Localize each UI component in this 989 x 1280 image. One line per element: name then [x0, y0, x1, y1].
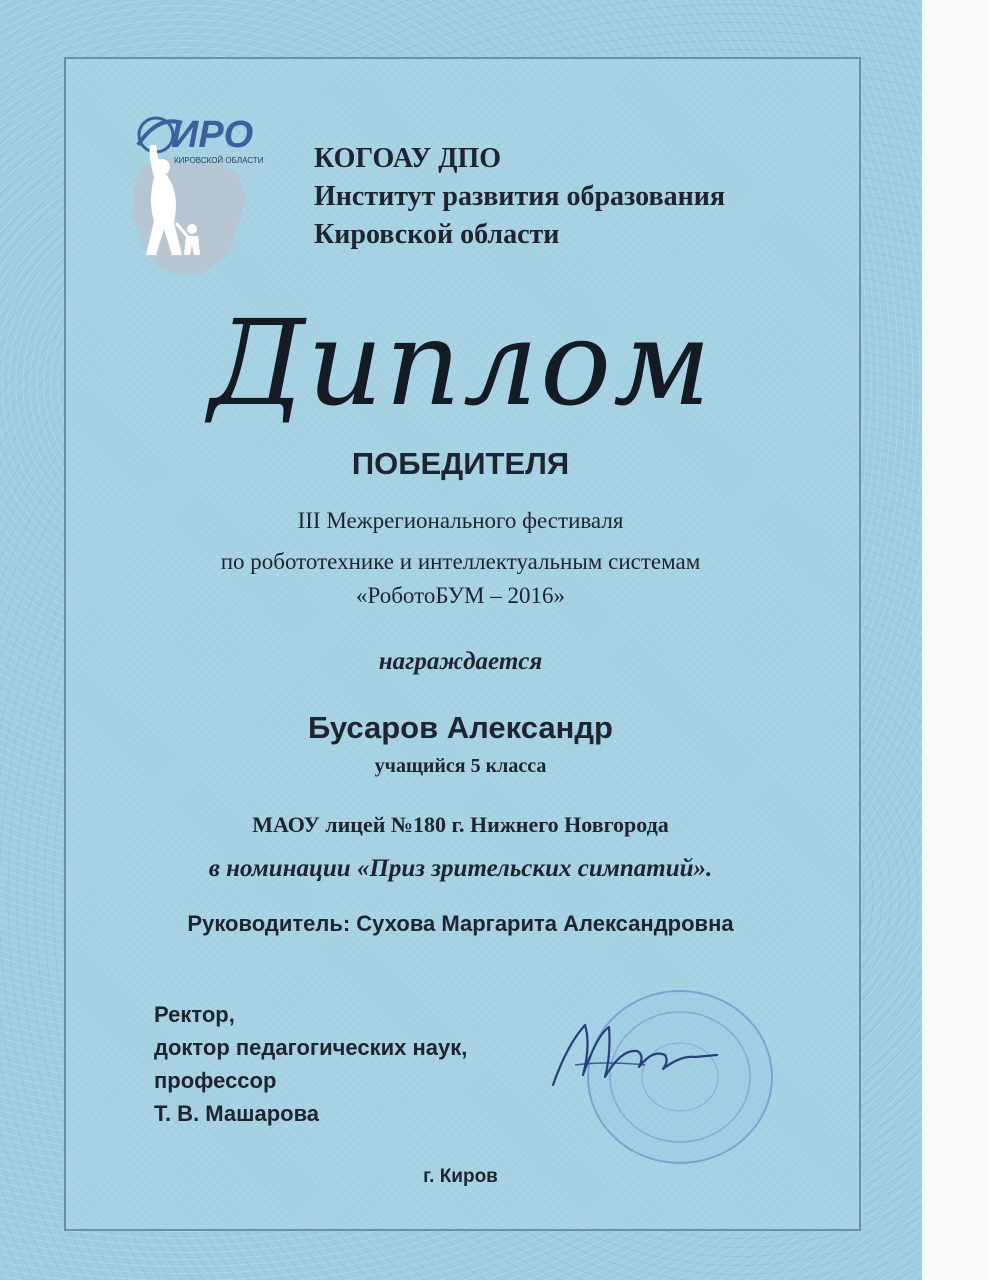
supervisor: Руководитель: Сухова Маргарита Александровна: [187, 911, 734, 936]
festival-line-3: «РоботоБУМ – 2016»: [356, 583, 565, 608]
nomination: в номинации «Приз зрительских симпатий».: [208, 855, 713, 882]
logo-region: КИРОВСКОЙ ОБЛАСТИ: [174, 156, 264, 165]
signatory-degree: доктор педагогических наук,: [154, 1035, 468, 1060]
festival-line-1: III Межрегионального фестиваля: [297, 508, 624, 533]
city: г. Киров: [423, 1166, 498, 1187]
recipient-grade: учащийся 5 класса: [374, 755, 547, 777]
diploma-title: Диплом: [209, 294, 713, 432]
scan-margin: [922, 0, 989, 1280]
institution-line-3: Кировской области: [314, 219, 560, 250]
institution-header: [314, 140, 725, 254]
iro-logo: [118, 105, 283, 295]
awarded-label: награждается: [378, 648, 543, 675]
signatory-block: [154, 998, 467, 1130]
institution-line-2: Институт развития образования: [314, 181, 725, 212]
signatory-title: Ректор,: [154, 1002, 235, 1027]
institution-line-1: КОГОАУ ДПО: [314, 143, 502, 174]
signatory-rank: профессор: [154, 1068, 277, 1093]
festival-line-2: по робототехнике и интеллектуальным системам: [220, 549, 701, 574]
rector-signature: [545, 1005, 725, 1100]
recipient-school: МАОУ лицей №180 г. Нижнего Новгорода: [252, 812, 669, 837]
winner-subtitle: ПОБЕДИТЕЛЯ: [351, 446, 570, 481]
signatory-name: Т. В. Машарова: [154, 1101, 320, 1126]
logo-letters: ИРО: [171, 114, 254, 156]
recipient-name: Бусаров Александр: [308, 710, 613, 745]
